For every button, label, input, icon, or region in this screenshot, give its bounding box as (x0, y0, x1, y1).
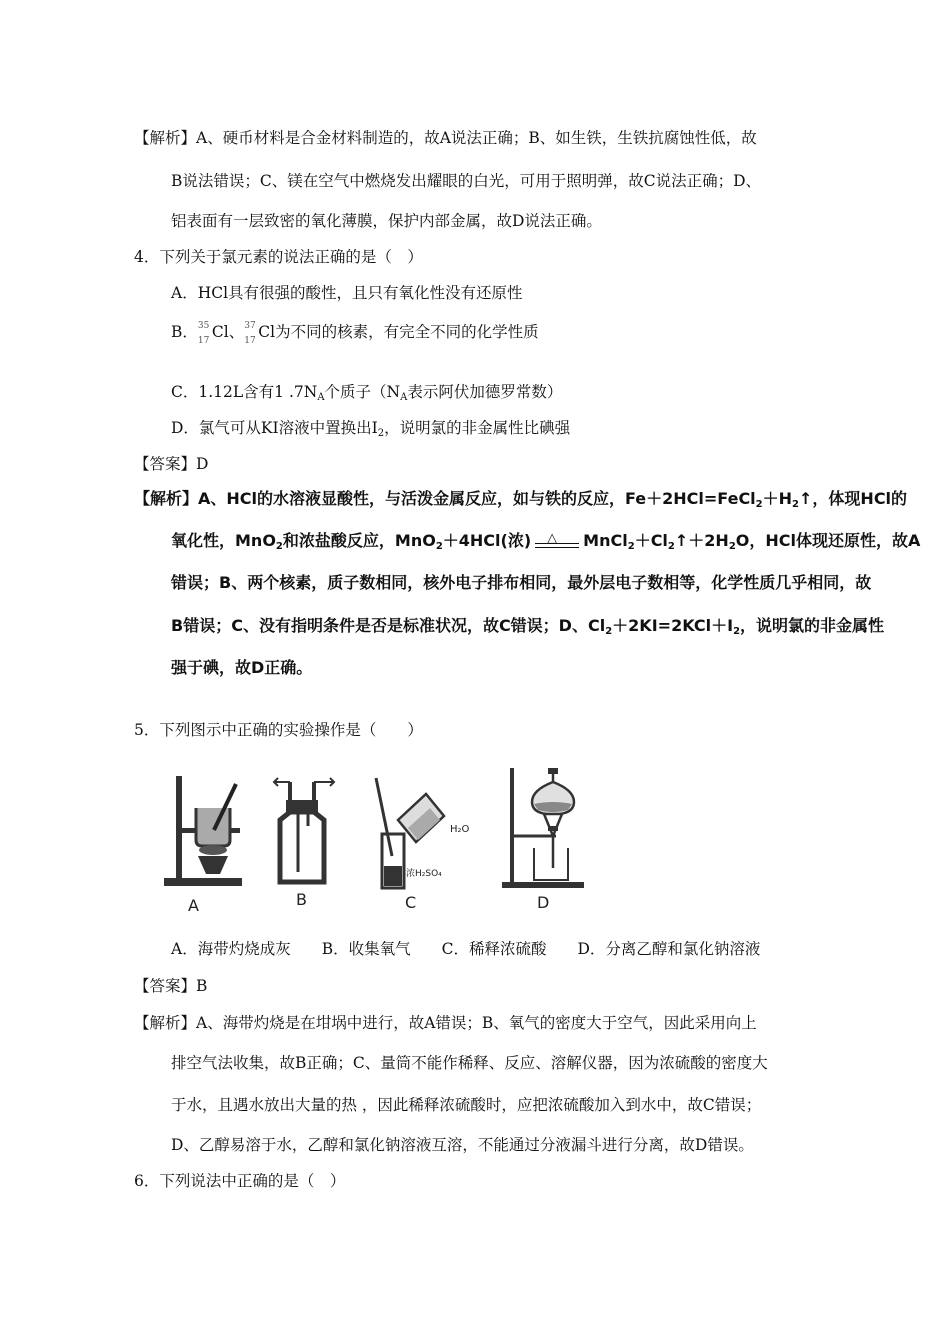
figure-d-apparatus (498, 764, 590, 892)
figure-c-h2o-text: H₂O (450, 824, 470, 835)
q5-answer: 【答案】B (134, 977, 208, 995)
q3-analysis-line1: 【解析】A、硬币材料是合金材料制造的，故A说法正确；B、如生铁，生铁抗腐蚀性低，故 (134, 129, 757, 147)
q4-option-d: D．氯气可从KI溶液中置换出$I_2$，说明氯的非金属性比碘强 (171, 419, 571, 439)
figure-c-label: C (405, 893, 417, 912)
q5-analysis-line4: D、乙醇易溶于水，乙醇和氯化钠溶液互溶，不能通过分液漏斗进行分离，故D错误。 (171, 1136, 754, 1154)
q5-analysis-line2: 排空气法收集，故B正确；C、量筒不能作稀释、反应、溶解仪器，因为浓硫酸的密度大 (171, 1054, 768, 1072)
q4-analysis-line2: 氧化性，MnO$_2$和浓盐酸反应，MnO$_2$＋4HCl(浓) △ $MnCl_2+Cl_2↑+2H_2O$，HCl体现还原性，故A (171, 531, 921, 552)
isotope-cl35: 35 17 (197, 321, 210, 346)
q4-analysis-line4: B错误；C、没有指明条件是否是标准状况，故C错误；D、$Cl_2+2KI=2KCl+I_2$，说明氯的非金属性 (171, 616, 885, 637)
figure-a-label: A (188, 896, 199, 915)
q4-option-a: A．HCl具有很强的酸性，且只有氧化性没有还原性 (171, 284, 523, 302)
figure-b-apparatus (270, 776, 340, 888)
q4-analysis-line3: 错误；B、两个核素，质子数相同，核外电子排布相同，最外层电子数相等，化学性质几乎相同，故 (171, 573, 872, 592)
q5-analysis-line1: 【解析】A、海带灼烧是在坩埚中进行，故A错误；B、氧气的密度大于空气，因此采用向上 (134, 1014, 757, 1032)
q3-analysis-line2: B说法错误；C、镁在空气中燃烧发出耀眼的白光，可用于照明弹，故C说法正确；D、 (171, 172, 762, 190)
figure-c-acid-text: 浓H₂SO₄ (406, 869, 442, 879)
q3-analysis-line3: 铝表面有一层致密的氧化薄膜，保护内部金属，故D说法正确。 (171, 212, 602, 230)
isotope-cl37: 37 17 (244, 321, 256, 346)
figure-a-apparatus (158, 770, 248, 894)
q5-options: A．海带灼烧成灰 B．收集氧气 C．稀释浓硫酸 D．分离乙醇和氯化钠溶液 (171, 940, 761, 958)
q4-analysis-line5: 强于碘，故D正确。 (171, 658, 313, 677)
q5-analysis-line3: 于水，且遇水放出大量的热 ，因此稀释浓硫酸时，应把浓硫酸加入到水中，故C错误； (171, 1096, 762, 1114)
q4-analysis-line1: 【解析】A、HCl的水溶液显酸性，与活泼金属反应，如与铁的反应，$Fe+2HCl=FeCl_2+H_2↑$，体现HCl的 (134, 489, 908, 510)
figure-c-apparatus (368, 776, 478, 892)
q4-option-b: B． 35 17 Cl、 37 17 Cl为不同的核素，有完全不同的化学性质 (171, 321, 539, 346)
figure-b-label: B (296, 890, 307, 909)
q4-option-c: C．1.12L含有1 $.7N_A$个质子（$N_A$表示阿伏加德罗常数） (171, 383, 563, 403)
q4-answer: 【答案】D (134, 455, 209, 473)
figure-d-label: D (537, 893, 550, 912)
q5-stem: 5．下列图示中正确的实验操作是（ ） (134, 721, 423, 739)
heating-condition-sign: △ (531, 531, 583, 551)
q6-stem: 6．下列说法中正确的是（ ） (134, 1172, 346, 1190)
q4-stem: 4．下列关于氯元素的说法正确的是（ ） (134, 248, 423, 266)
